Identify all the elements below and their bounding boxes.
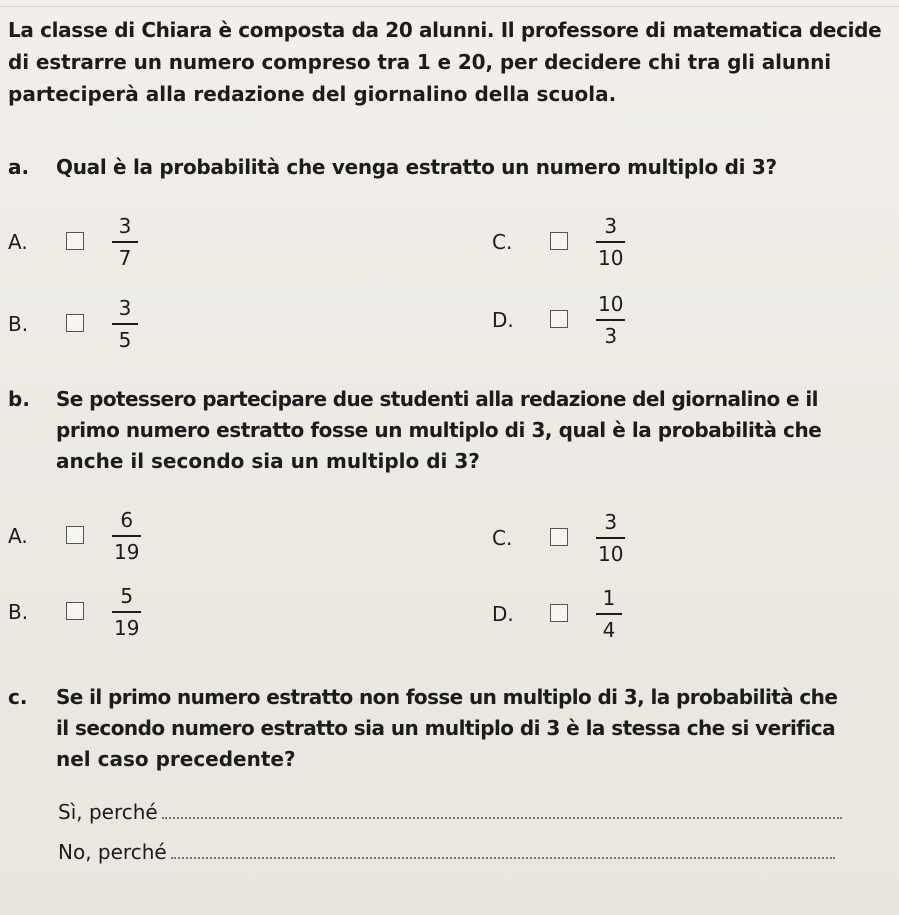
question-text: Se potessero partecipare due studenti alla redazione del giornalino e il xyxy=(56,387,818,411)
denominator: 10 xyxy=(598,246,624,270)
numerator: 10 xyxy=(598,292,624,316)
denominator: 10 xyxy=(598,542,624,566)
problem-intro xyxy=(8,14,888,110)
answer-blank[interactable] xyxy=(162,816,842,819)
intro-line: parteciperà alla redazione del giornalino della scuola. xyxy=(8,82,617,106)
checkbox[interactable] xyxy=(550,528,568,546)
intro-line: La classe di Chiara è composta da 20 alunni. Il professore di matematica decide xyxy=(8,18,882,42)
numerator: 5 xyxy=(120,584,134,608)
numerator: 3 xyxy=(604,214,618,238)
checkbox[interactable] xyxy=(66,602,84,620)
question-letter: c. xyxy=(8,685,28,709)
fraction xyxy=(112,214,138,270)
fraction-bar xyxy=(112,611,141,613)
denominator: 19 xyxy=(114,616,140,640)
denominator: 19 xyxy=(114,540,140,564)
checkbox[interactable] xyxy=(66,232,84,250)
fraction-bar xyxy=(596,241,625,243)
fraction-bar xyxy=(112,535,141,537)
fraction-bar xyxy=(596,613,622,615)
answer-label: No, perché xyxy=(58,840,167,864)
numerator: 3 xyxy=(604,510,618,534)
checkbox[interactable] xyxy=(550,310,568,328)
denominator: 3 xyxy=(604,324,618,348)
option-label: D. xyxy=(492,308,514,332)
checkbox[interactable] xyxy=(66,314,84,332)
checkbox[interactable] xyxy=(550,232,568,250)
checkbox[interactable] xyxy=(66,526,84,544)
fraction xyxy=(596,510,625,566)
checkbox[interactable] xyxy=(550,604,568,622)
fraction xyxy=(112,584,141,640)
fraction xyxy=(596,214,625,270)
question-text: nel caso precedente? xyxy=(56,747,296,771)
question-text: anche il secondo sia un multiplo di 3? xyxy=(56,449,480,473)
fraction xyxy=(596,292,625,348)
question-text: il secondo numero estratto sia un multiplo di 3 è la stessa che si verifica xyxy=(56,716,836,740)
option-label: D. xyxy=(492,602,514,626)
fraction-bar xyxy=(596,537,625,539)
answer-label: Sì, perché xyxy=(58,800,158,824)
numerator: 6 xyxy=(120,508,134,532)
page-top-edge xyxy=(0,6,899,7)
denominator: 7 xyxy=(118,246,132,270)
fraction xyxy=(596,586,622,642)
answer-no-line[interactable] xyxy=(58,840,835,864)
question-c xyxy=(8,682,888,775)
question-text: Qual è la probabilità che venga estratto un numero multiplo di 3? xyxy=(56,155,777,179)
numerator: 1 xyxy=(602,586,616,610)
option-label: A. xyxy=(8,524,28,548)
option-label: B. xyxy=(8,600,29,624)
option-label: C. xyxy=(492,230,513,254)
fraction-bar xyxy=(112,241,138,243)
numerator: 3 xyxy=(118,296,132,320)
option-label: C. xyxy=(492,526,513,550)
answer-yes-line[interactable] xyxy=(58,800,842,824)
answer-blank[interactable] xyxy=(171,856,835,859)
fraction-bar xyxy=(112,323,138,325)
option-label: A. xyxy=(8,230,28,254)
denominator: 5 xyxy=(118,328,132,352)
question-a xyxy=(8,152,888,183)
question-b xyxy=(8,384,888,477)
fraction xyxy=(112,296,138,352)
fraction-bar xyxy=(596,319,625,321)
option-label: B. xyxy=(8,312,29,336)
numerator: 3 xyxy=(118,214,132,238)
fraction xyxy=(112,508,141,564)
question-text: Se il primo numero estratto non fosse un multiplo di 3, la probabilità che xyxy=(56,685,838,709)
denominator: 4 xyxy=(602,618,616,642)
intro-line: di estrarre un numero compreso tra 1 e 20, per decidere chi tra gli alunni xyxy=(8,50,832,74)
question-letter: b. xyxy=(8,387,30,411)
question-letter: a. xyxy=(8,155,30,179)
question-text: primo numero estratto fosse un multiplo di 3, qual è la probabilità che xyxy=(56,418,822,442)
